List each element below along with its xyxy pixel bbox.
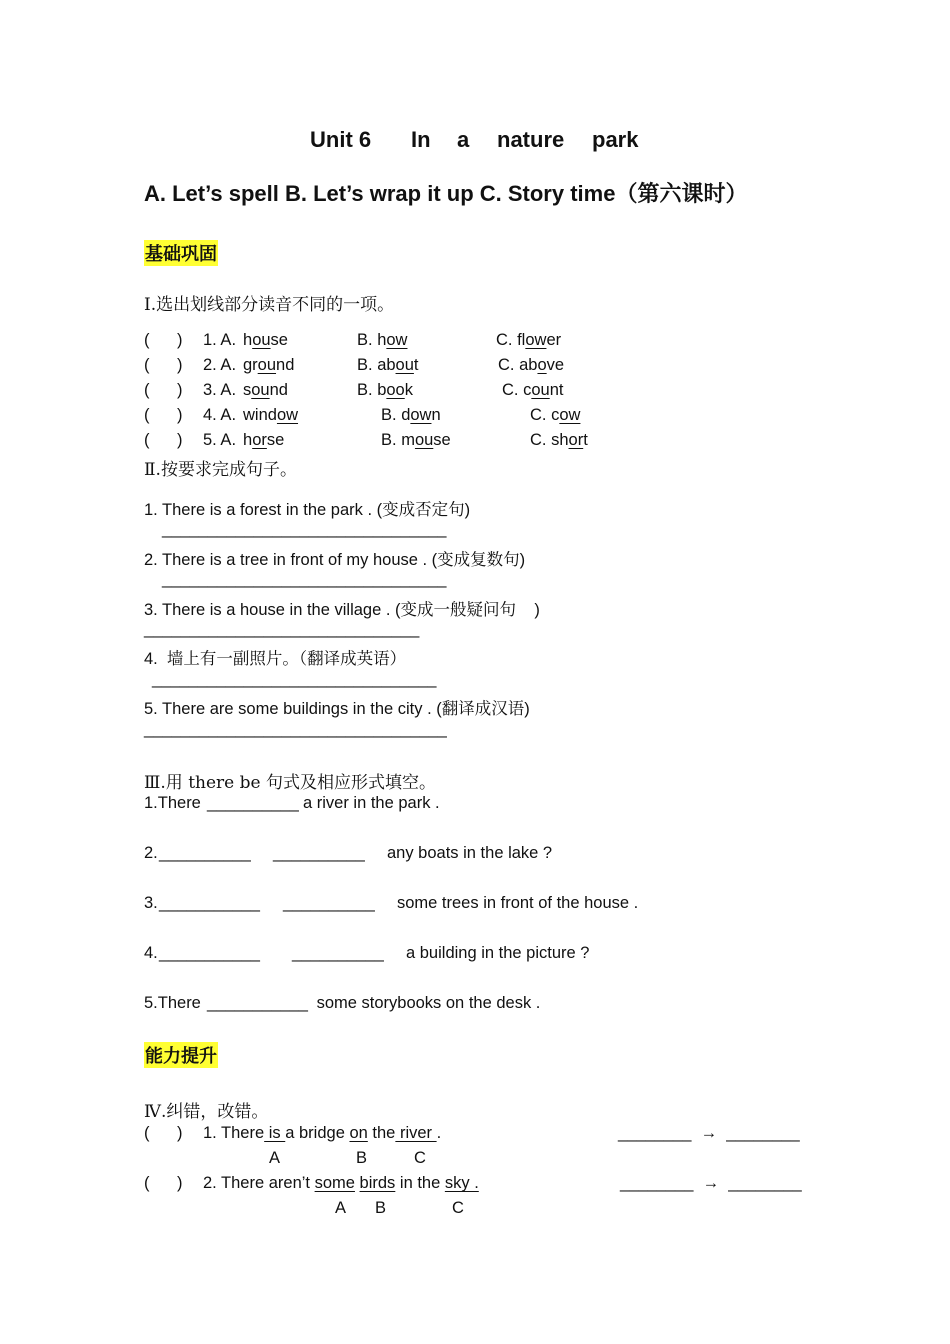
sentence-prompt: 4. 墙上有一副照片。（翻译成英语） xyxy=(144,650,407,668)
answer-line: _______________________________ xyxy=(162,570,447,588)
sentence-prompt: 3. There is a house in the village . (变成一般疑问句 ) xyxy=(144,601,540,619)
fill-prefix: 2. xyxy=(144,844,158,862)
sentence-prompt: 5. There are some buildings in the city . (翻译成汉语) xyxy=(144,700,530,718)
fill-prefix: 3. xyxy=(144,894,158,912)
underlined-letters: ou xyxy=(395,356,414,374)
fill-rest: a building in the picture ? xyxy=(406,944,590,962)
answer-paren: ( ) xyxy=(144,1124,183,1142)
fill-rest: some trees in front of the house . xyxy=(397,894,639,912)
fill-blank-2: __________ xyxy=(283,894,375,912)
word-part: ab xyxy=(377,356,396,374)
word-part: nd xyxy=(269,381,288,399)
answer-paren: ( ) xyxy=(144,331,183,349)
subtitle: A. Let’s spell B. Let’s wrap it up C. Story time（第六课时） xyxy=(144,181,748,206)
error-sentence xyxy=(203,1124,441,1143)
option-c-prefix: C. xyxy=(530,431,552,449)
fill-blank-1: ___________ xyxy=(159,944,260,962)
option-b xyxy=(381,406,441,425)
fill-rest: some storybooks on the desk . xyxy=(312,994,541,1012)
fill-blank-1: __________ xyxy=(207,794,299,812)
answer-line: ______________________________ xyxy=(144,620,420,638)
option-a xyxy=(243,331,288,350)
title-word-nature: nature xyxy=(497,127,565,152)
option-a xyxy=(243,356,294,375)
sentence-part: 1. There xyxy=(203,1124,265,1142)
underlined-part: some xyxy=(314,1174,355,1192)
option-b xyxy=(381,431,451,450)
fill-blank-1: ___________ xyxy=(159,894,260,912)
answer-paren: ( ) xyxy=(144,381,183,399)
option-b-prefix: B. xyxy=(357,381,378,399)
section-1-heading: Ⅰ.选出划线部分读音不同的一项。 xyxy=(144,295,395,315)
answer-paren: ( ) xyxy=(144,431,183,449)
fill-blank-2: __________ xyxy=(273,844,365,862)
word-part: er xyxy=(546,331,562,349)
sentence-prompt: 2. There is a tree in front of my house . (变成复数句) xyxy=(144,551,526,569)
title-word-a: a xyxy=(457,127,470,152)
word-part: ab xyxy=(519,356,538,374)
word-part: se xyxy=(433,431,451,449)
underlined-letters: or xyxy=(568,431,584,449)
fill-prefix: 4. xyxy=(144,944,158,962)
option-b-prefix: B. xyxy=(381,406,402,424)
option-letter: B xyxy=(356,1149,368,1167)
word-part: t xyxy=(413,356,419,374)
question-number: 4. A. xyxy=(203,406,241,424)
option-b-prefix: B. xyxy=(357,331,378,349)
word-part: sh xyxy=(551,431,569,449)
title-unit: Unit 6 xyxy=(310,127,372,152)
underlined-letters: o xyxy=(537,356,547,374)
word-part: wind xyxy=(243,406,277,424)
answer-paren: ( ) xyxy=(144,356,183,374)
correction-blank: ________ → ________ xyxy=(620,1174,802,1192)
option-c-prefix: C. xyxy=(496,331,518,349)
underlined-letters: oo xyxy=(386,381,405,399)
section-label-advanced: 能力提升 xyxy=(144,1042,218,1068)
option-letter: A xyxy=(335,1199,347,1217)
word-part: se xyxy=(270,331,288,349)
answer-paren: ( ) xyxy=(144,1174,183,1192)
underlined-letters: ow xyxy=(559,406,581,424)
sentence-prompt: 1. There is a forest in the park . (变成否定句) xyxy=(144,501,471,519)
sentence-part: in the xyxy=(395,1174,445,1192)
underlined-part: is xyxy=(264,1124,286,1142)
option-a xyxy=(243,381,288,400)
question-number: 2. A. xyxy=(203,356,241,374)
answer-line: _______________________________ xyxy=(152,670,437,688)
option-letter: A xyxy=(269,1149,281,1167)
option-letter: B xyxy=(375,1199,387,1217)
underlined-letters: or xyxy=(252,431,267,449)
option-b xyxy=(357,356,419,375)
word-part: nd xyxy=(276,356,295,374)
fill-prefix: 5.There xyxy=(144,994,206,1012)
word-part: c xyxy=(551,406,560,424)
option-c-prefix: C. xyxy=(498,356,520,374)
underlined-letters: ou xyxy=(252,331,271,349)
section-4-heading: Ⅳ.纠错，改错。 xyxy=(144,1102,269,1122)
error-sentence xyxy=(203,1174,479,1193)
underlined-part: sky . xyxy=(444,1174,479,1192)
sentence-part: a bridge xyxy=(285,1124,350,1142)
option-c-prefix: C. xyxy=(530,406,552,424)
underlined-letters: ow xyxy=(525,331,547,349)
underlined-part: on xyxy=(349,1124,368,1142)
option-a xyxy=(243,406,298,425)
word-part: h xyxy=(243,331,253,349)
option-b xyxy=(357,331,407,350)
section-3-heading: Ⅲ.用 there be 句式及相应形式填空。 xyxy=(144,773,436,793)
title-word-in: In xyxy=(411,127,431,152)
word-part: d xyxy=(401,406,411,424)
option-c-prefix: C. xyxy=(502,381,524,399)
option-c xyxy=(502,381,563,400)
section-label-basic: 基础巩固 xyxy=(144,240,218,266)
word-part: n xyxy=(431,406,441,424)
word-part: h xyxy=(377,331,387,349)
option-b xyxy=(357,381,413,400)
underlined-letters: ou xyxy=(414,431,434,449)
word-part: b xyxy=(377,381,387,399)
word-part: nt xyxy=(549,381,564,399)
underlined-letters: ow xyxy=(276,406,299,424)
fill-blank-2: __________ xyxy=(292,944,384,962)
underlined-letters: ou xyxy=(251,381,270,399)
fill-blank-1: ___________ xyxy=(207,994,308,1012)
answer-line: _______________________________ xyxy=(162,520,447,538)
underlined-letters: ou xyxy=(531,381,550,399)
word-part: t xyxy=(583,431,588,449)
option-c xyxy=(530,431,588,450)
option-a xyxy=(243,431,284,450)
word-part: fl xyxy=(517,331,526,349)
fill-blank-1: __________ xyxy=(159,844,251,862)
option-c xyxy=(496,331,561,350)
correction-blank: ________ → ________ xyxy=(618,1124,800,1142)
word-part: se xyxy=(266,431,285,449)
option-letter: C xyxy=(452,1199,464,1217)
option-b-prefix: B. xyxy=(357,356,378,374)
underlined-letters: ow xyxy=(386,331,408,349)
fill-rest: a river in the park . xyxy=(303,794,440,812)
fill-prefix: 1.There xyxy=(144,794,206,812)
option-c xyxy=(530,406,580,425)
underlined-part: birds xyxy=(359,1174,396,1192)
fill-rest: any boats in the lake ? xyxy=(387,844,553,862)
question-number: 3. A. xyxy=(203,381,241,399)
sentence-part: . xyxy=(436,1124,442,1142)
word-part: ve xyxy=(546,356,565,374)
question-number: 5. A. xyxy=(203,431,241,449)
question-number: 1. A. xyxy=(203,331,241,349)
underlined-letters: ow xyxy=(410,406,432,424)
option-b-prefix: B. xyxy=(381,431,402,449)
section-2-heading: Ⅱ.按要求完成句子。 xyxy=(144,460,297,480)
word-part: s xyxy=(243,381,252,399)
title-word-park: park xyxy=(592,127,639,152)
answer-line: _________________________________ xyxy=(144,720,447,738)
word-part: c xyxy=(523,381,532,399)
word-part: gr xyxy=(243,356,258,374)
sentence-part: 2. There aren’t xyxy=(203,1174,315,1192)
answer-paren: ( ) xyxy=(144,406,183,424)
word-part: h xyxy=(243,431,253,449)
word-part: k xyxy=(404,381,413,399)
word-part: m xyxy=(401,431,415,449)
underlined-letters: ou xyxy=(257,356,277,374)
option-letter: C xyxy=(414,1149,426,1167)
option-c xyxy=(498,356,564,375)
sentence-part: the xyxy=(367,1124,396,1142)
underlined-part: river xyxy=(395,1124,437,1142)
